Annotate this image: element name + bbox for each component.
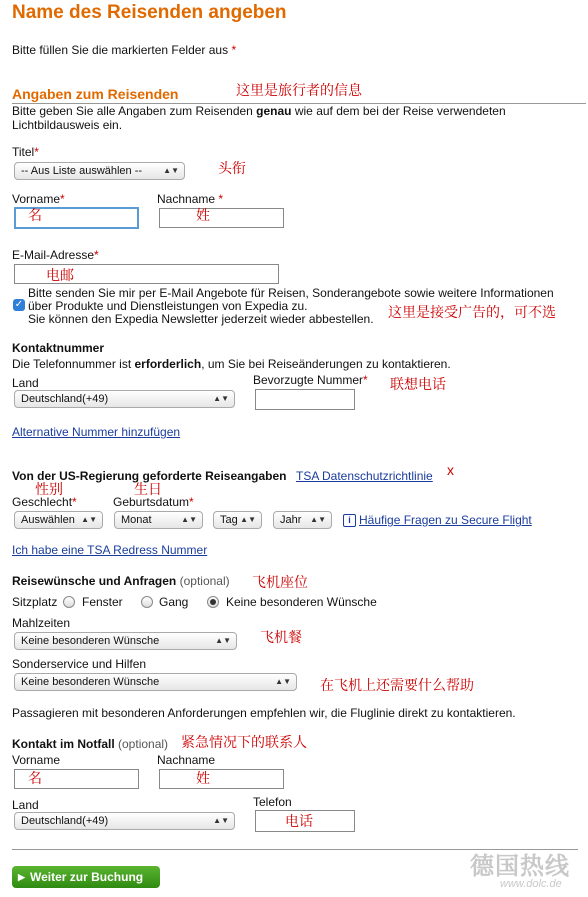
meals-select[interactable] (14, 632, 237, 650)
tsa-privacy-link[interactable]: TSA Datenschutzrichtlinie (296, 469, 433, 483)
newsletter-checkbox[interactable] (13, 299, 25, 311)
updown-arrow-icon: ▲▼ (163, 166, 179, 175)
traveler-intro-pre: Bitte geben Sie alle Angaben zum Reisenden (12, 104, 257, 118)
annotation-help: 在飞机上还需要什么帮助 (320, 677, 474, 693)
contact-intro-post: , um Sie bei Reiseänderungen zu kontaktieren. (201, 357, 451, 371)
newsletter-line3: Sie können den Expedia Newsletter jederzeit wieder abbestellen. (28, 312, 374, 326)
gender-select[interactable] (14, 511, 103, 529)
contact-heading: Kontaktnummer (12, 341, 105, 355)
em-country-select[interactable] (14, 812, 235, 830)
lastname-label (157, 192, 223, 206)
required-star: * (231, 43, 237, 57)
requests-heading (12, 574, 230, 588)
gender-label (12, 495, 77, 509)
newsletter-line1: Bitte senden Sie mir per E-Mail Angebote für Reisen, Sonderangebote sowie weitere Informationen (28, 286, 554, 300)
gender-required-star: * (72, 495, 77, 509)
em-firstname-label: Vorname (12, 753, 61, 767)
updown-arrow-icon: ▲▼ (215, 636, 231, 645)
annotation-emergency: 紧急情况下的联系人 (181, 734, 307, 750)
phone-required-star: * (363, 373, 368, 387)
email-label (12, 248, 99, 262)
phone-input[interactable] (255, 389, 355, 410)
annotation-traveler-info: 这里是旅行者的信息 (236, 82, 362, 98)
secure-flight-heading: Von der US-Regierung geforderte Reiseangaben (12, 469, 287, 483)
annotation-em-first: 名 (28, 770, 42, 786)
traveler-intro (12, 104, 506, 118)
em-country-label: Land (12, 798, 39, 812)
seat-option-window: Fenster (82, 595, 123, 609)
seat-option-aisle: Gang (159, 595, 189, 609)
updown-arrow-icon: ▲▼ (275, 677, 291, 686)
gender-select-value: Auswählen (21, 514, 75, 526)
emergency-heading (12, 737, 168, 751)
contact-intro-bold: erforderlich (134, 357, 202, 371)
annotation-em-phone: 电话 (285, 813, 313, 829)
em-country-select-value: Deutschland(+49) (21, 815, 109, 827)
email-required-star: * (94, 248, 99, 262)
emergency-heading-text: Kontakt im Notfall (12, 737, 115, 751)
annotation-phone: 联想电话 (390, 376, 446, 392)
seat-radio-aisle[interactable] (141, 596, 153, 608)
updown-arrow-icon: ▲▼ (213, 816, 229, 825)
dob-label (113, 495, 194, 509)
month-select[interactable] (114, 511, 203, 529)
annotation-title: 头衔 (218, 160, 246, 176)
year-select[interactable] (273, 511, 332, 529)
dob-required-star: * (189, 495, 194, 509)
annotation-birthday: 生日 (134, 481, 162, 497)
required-note (12, 43, 236, 57)
country-select-value: Deutschland(+49) (21, 393, 109, 405)
page-title: Name des Reisenden angeben (12, 2, 287, 23)
phone-label (253, 373, 368, 387)
day-select-value: Tag (220, 514, 238, 526)
requests-heading-text: Reisewünsche und Anfragen (12, 574, 177, 588)
annotation-x-mark: x (447, 462, 454, 478)
lastname-required-star: * (218, 192, 224, 206)
em-lastname-input[interactable] (159, 769, 284, 789)
annotation-gender: 性别 (35, 481, 63, 497)
requests-optional: (optional) (179, 574, 230, 588)
annotation-first-name: 名 (28, 207, 42, 223)
service-select-value: Keine besonderen Wünsche (21, 676, 160, 688)
meals-select-value: Keine besonderen Wünsche (21, 635, 160, 647)
alternative-number-link[interactable]: Alternative Nummer hinzufügen (12, 425, 181, 439)
traveler-intro-post: wie auf dem bei der Reise verwendeten (291, 104, 506, 118)
country-select[interactable] (14, 390, 235, 408)
seat-radio-no-preference[interactable] (207, 596, 219, 608)
requests-note: Passagieren mit besonderen Anforderungen empfehlen wir, die Fluglinie direkt zu kontaktieren. (12, 706, 516, 720)
service-label: Sonderservice und Hilfen (12, 657, 147, 671)
watermark-url: www.dolc.de (500, 878, 562, 890)
seat-option-no-preference: Keine besonderen Wünsche (226, 595, 377, 609)
title-label-text: Titel (12, 145, 35, 159)
gender-label-text: Geschlecht (12, 495, 73, 509)
updown-arrow-icon: ▲▼ (181, 515, 197, 524)
title-select[interactable] (14, 162, 185, 180)
seat-label: Sitzplatz (12, 595, 58, 609)
lastname-input[interactable] (159, 208, 284, 228)
updown-arrow-icon: ▲▼ (240, 515, 256, 524)
title-label (12, 145, 39, 159)
firstname-label-text: Vorname (12, 192, 61, 206)
updown-arrow-icon: ▲▼ (81, 515, 97, 524)
emergency-optional: (optional) (118, 737, 169, 751)
traveler-intro-bold: genau (256, 104, 292, 118)
continue-booking-label: Weiter zur Buchung (30, 870, 144, 884)
watermark-logo: 德国热线 (470, 853, 570, 880)
em-lastname-label: Nachname (157, 753, 216, 767)
continue-booking-button[interactable] (12, 866, 160, 888)
info-icon[interactable]: i (343, 514, 356, 527)
year-select-value: Jahr (280, 514, 302, 526)
traveler-intro-line2: Lichtbildausweis ein. (12, 118, 123, 132)
lastname-label-text: Nachname (157, 192, 216, 206)
checkmark-icon: ✓ (14, 299, 24, 310)
annotation-em-last: 姓 (196, 770, 210, 786)
phone-label-text: Bevorzugte Nummer (253, 373, 364, 387)
country-label: Land (12, 376, 39, 390)
secure-flight-faq-link[interactable]: Häufige Fragen zu Secure Flight (359, 513, 532, 527)
newsletter-line2: über Produkte und Dienstleistungen von Expedia zu. (28, 299, 308, 313)
title-required-star: * (34, 145, 39, 159)
seat-radio-window[interactable] (63, 596, 75, 608)
service-select[interactable] (14, 673, 297, 691)
month-select-value: Monat (121, 514, 152, 526)
email-label-text: E-Mail-Adresse (12, 248, 95, 262)
em-phone-label: Telefon (253, 795, 292, 809)
contact-intro (12, 357, 451, 371)
contact-intro-pre: Die Telefonnummer ist (12, 357, 135, 371)
required-note-text: Bitte füllen Sie die markierten Felder aus (12, 43, 229, 57)
annotation-meal: 飞机餐 (260, 629, 302, 645)
title-select-value: -- Aus Liste auswählen -- (21, 165, 143, 177)
redress-number-link[interactable]: Ich habe eine TSA Redress Nummer (12, 543, 208, 557)
day-select[interactable] (213, 511, 262, 529)
updown-arrow-icon: ▲▼ (213, 394, 229, 403)
firstname-label (12, 192, 65, 206)
annotation-email: 电邮 (46, 267, 74, 283)
annotation-last-name: 姓 (196, 207, 210, 223)
play-arrow-icon: ▶ (18, 872, 25, 882)
meals-label: Mahlzeiten (12, 616, 71, 630)
updown-arrow-icon: ▲▼ (310, 515, 326, 524)
traveler-heading: Angaben zum Reisenden (12, 86, 179, 102)
annotation-seat: 飞机座位 (252, 574, 308, 590)
dob-label-text: Geburtsdatum (113, 495, 190, 509)
firstname-required-star: * (60, 192, 65, 206)
annotation-newsletter: 这里是接受广告的，可不选 (388, 304, 556, 320)
